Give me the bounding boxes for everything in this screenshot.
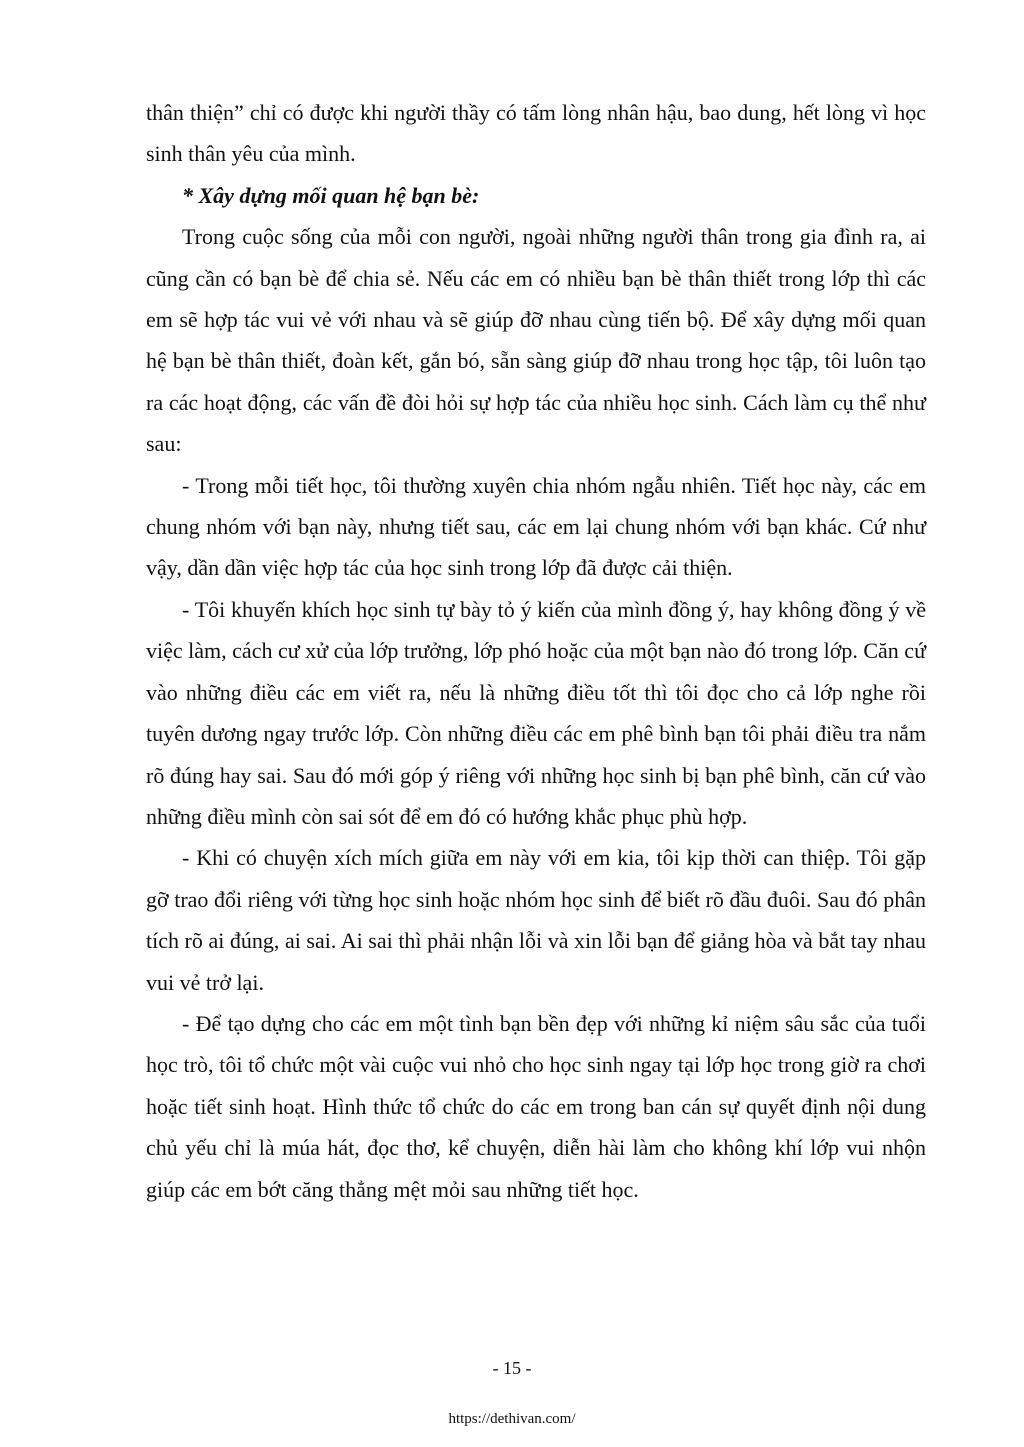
paragraph-item-2: - Tôi khuyến khích học sinh tự bày tỏ ý kiến của mình đồng ý, hay không đồng ý về việc làm, cách cư xử của lớp trưởng, lớp phó hoặc của một bạn nào đó trong lớp. Căn cứ vào những điều các em viết ra, nếu là những điều tốt thì tôi đọc cho cả lớp nghe rồi tuyên dương ngay trước lớp. Còn những điều các em phê bình bạn tôi phải điều tra nắm rõ đúng hay sai. Sau đó mới góp ý riêng với những học sinh bị bạn phê bình, căn cứ vào những điều mình còn sai sót để em đó có hướng khắc phục phù hợp.: [146, 596, 926, 829]
document-body: [146, 92, 926, 1210]
paragraph-continuation: thân thiện” chỉ có được khi người thầy có tấm lòng nhân hậu, bao dung, hết lòng vì học sinh thân yêu của mình.: [146, 100, 926, 167]
page-number: - 15 -: [492, 1358, 532, 1378]
footer-url: https://dethivan.com/: [448, 1411, 576, 1427]
paragraph-item-1: - Trong mỗi tiết học, tôi thường xuyên chia nhóm ngẫu nhiên. Tiết học này, các em chung nhóm với bạn này, nhưng tiết sau, các em lại chung nhóm với bạn khác. Cứ như vậy, dần dần việc hợp tác của học sinh trong lớp đã được cải thiện.: [146, 472, 926, 581]
paragraph-item-3: - Khi có chuyện xích mích giữa em này với em kia, tôi kịp thời can thiệp. Tôi gặp gỡ trao đổi riêng với từng học sinh hoặc nhóm học sinh để biết rõ đầu đuôi. Sau đó phân tích rõ ai đúng, ai sai. Ai sai thì phải nhận lỗi và xin lỗi bạn để giảng hòa và bắt tay nhau vui vẻ trở lại.: [146, 845, 926, 995]
paragraph-intro: Trong cuộc sống của mỗi con người, ngoài những người thân trong gia đình ra, ai cũng cần có bạn bè để chia sẻ. Nếu các em có nhiều bạn bè thân thiết trong lớp thì các em sẽ hợp tác vui vẻ với nhau và sẽ giúp đỡ nhau cùng tiến bộ. Để xây dựng mối quan hệ bạn bè thân thiết, đoàn kết, gắn bó, sẵn sàng giúp đỡ nhau trong học tập, tôi luôn tạo ra các hoạt động, các vấn đề đòi hỏi sự hợp tác của nhiều học sinh. Cách làm cụ thể như sau:: [146, 224, 926, 457]
paragraph-item-4: - Để tạo dựng cho các em một tình bạn bền đẹp với những kỉ niệm sâu sắc của tuổi học trò, tôi tổ chức một vài cuộc vui nhỏ cho học sinh ngay tại lớp học trong giờ ra chơi hoặc tiết sinh hoạt. Hình thức tổ chức do các em trong ban cán sự quyết định nội dung chủ yếu chỉ là múa hát, đọc thơ, kể chuyện, diễn hài làm cho không khí lớp vui nhộn giúp các em bớt căng thẳng mệt mỏi sau những tiết học.: [146, 1010, 926, 1202]
section-heading: * Xây dựng mối quan hệ bạn bè:: [182, 182, 480, 208]
